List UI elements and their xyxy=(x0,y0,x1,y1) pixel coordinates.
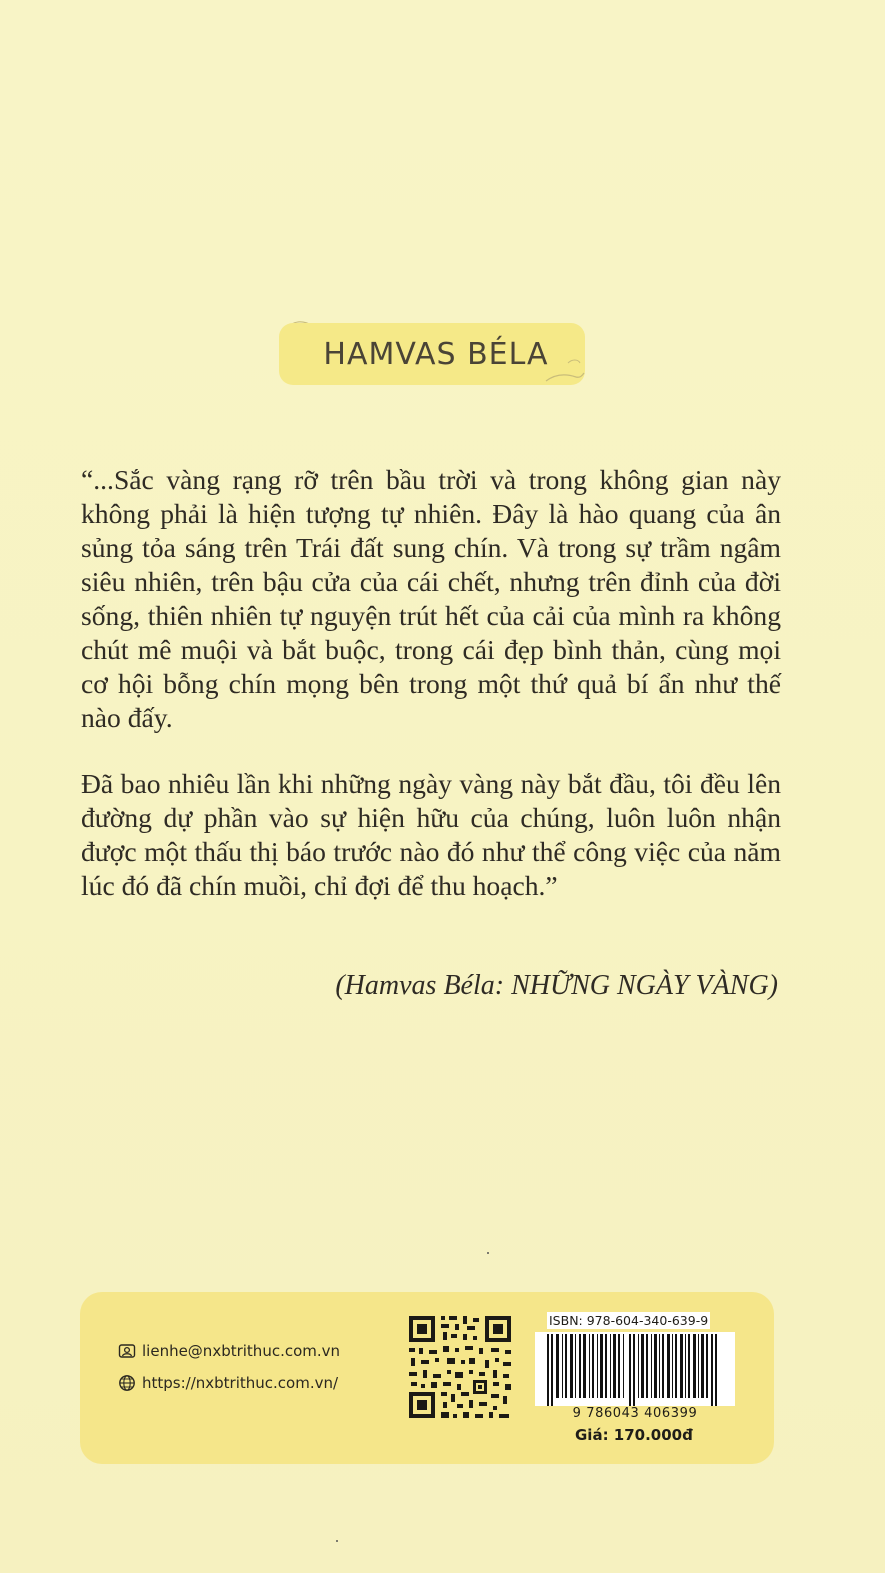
barcode-digits: 9 786043 406399 xyxy=(572,1406,698,1421)
author-banner xyxy=(279,323,585,385)
publisher-website-row xyxy=(118,1374,338,1392)
paper-speck xyxy=(487,1252,489,1254)
author-name: HAMVAS BÉLA xyxy=(323,336,549,372)
quote-paragraph: “...Sắc vàng rạng rỡ trên bầu trời và trong không gian này không phải là hiện tượng tự nhiên. Đây là hào quang của ân sủng tỏa sáng trên Trái đất sung chín. Và trong sự trầm ngâm siêu nhiên, trên bậu cửa của cái chết, nhưng trên đỉnh của đời sống, thiên nhiên tự nguyện trút hết của cải của mình ra không chút mê muội và bắt buộc, trong cái đẹp bình thản, cùng mọi cơ hội bỗng chín mọng bên trong một thứ quả bí ẩn như thế nào đấy. xyxy=(81,464,781,733)
quote-block xyxy=(81,463,781,903)
quote-citation: (Hamvas Béla: NHỮNG NGÀY VÀNG) xyxy=(335,970,778,1001)
globe-icon xyxy=(118,1374,136,1392)
publisher-email-row xyxy=(118,1342,340,1360)
contact-card-icon xyxy=(118,1342,136,1360)
isbn-label: ISBN: 978-604-340-639-9 xyxy=(549,1313,709,1328)
quote-paragraph: Đã bao nhiêu lần khi những ngày vàng này bắt đầu, tôi đều lên đường dự phần vào sự hiện hữu của chúng, luôn luôn nhận được một thấu thị báo trước nào đó như thể công việc của năm lúc đó đã chín muồi, chỉ đợi để thu hoạch.” xyxy=(81,768,781,901)
barcode-area xyxy=(535,1310,735,1460)
barcode xyxy=(535,1332,735,1406)
publisher-info-panel xyxy=(80,1292,774,1464)
price-label: Giá: 170.000đ xyxy=(575,1426,693,1444)
publisher-website[interactable]: https://nxbtrithuc.com.vn/ xyxy=(142,1374,339,1392)
qr-code[interactable] xyxy=(407,1314,513,1420)
leaf-ornament-icon xyxy=(542,355,586,387)
paper-speck xyxy=(336,1540,338,1542)
publisher-email[interactable]: lienhe@nxbtrithuc.com.vn xyxy=(142,1342,341,1360)
